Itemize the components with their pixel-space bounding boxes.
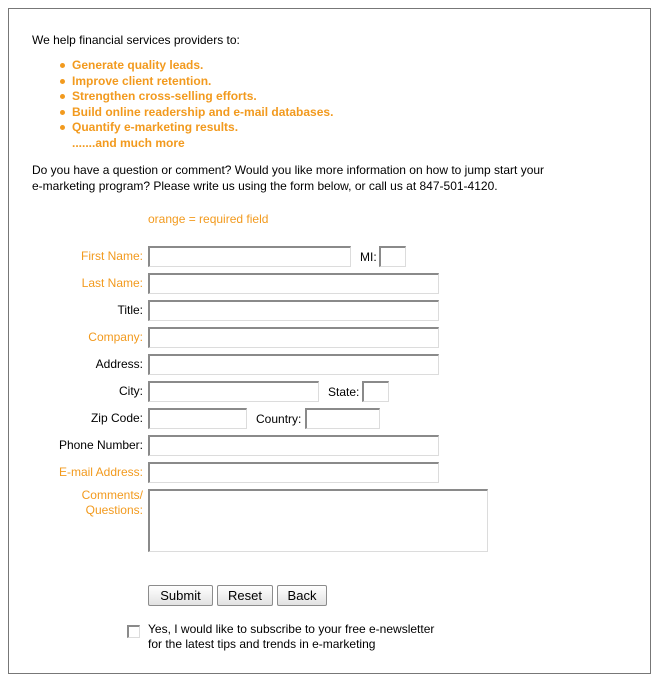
list-item: Build online readership and e-mail databases. [58, 105, 333, 121]
title-label: Title: [117, 303, 143, 317]
list-item: Strengthen cross-selling efforts. [58, 89, 333, 105]
company-input[interactable] [148, 327, 439, 348]
title-input[interactable] [148, 300, 439, 321]
subscribe-line-2: for the latest tips and trends in e-marketing [148, 636, 376, 651]
first-name-label: First Name: [80, 249, 143, 263]
subscribe-text [148, 622, 434, 651]
back-button[interactable]: Back [277, 585, 327, 606]
city-label: City: [119, 384, 143, 398]
and-much-more: .......and much more [72, 136, 185, 150]
required-legend: orange = required field [148, 212, 269, 226]
question-line-1: Do you have a question or comment? Would you like more information on how to jump start your [32, 163, 545, 177]
subscribe-line-1: Yes, I would like to subscribe to your free e-newsletter [148, 622, 435, 636]
state-input[interactable] [362, 381, 389, 402]
mi-input[interactable] [379, 246, 406, 267]
last-name-input[interactable] [148, 273, 439, 294]
submit-button[interactable]: Submit [148, 585, 213, 606]
question-text [32, 163, 592, 194]
comments-label-line-1: Comments/ [81, 488, 143, 502]
country-input[interactable] [305, 408, 380, 429]
email-label: E-mail Address: [58, 465, 143, 479]
city-input[interactable] [148, 381, 319, 402]
first-name-input[interactable] [148, 246, 351, 267]
phone-number-input[interactable] [148, 435, 439, 456]
zip-code-label: Zip Code: [90, 411, 143, 425]
subscribe-checkbox[interactable] [127, 625, 140, 638]
list-item: Improve client retention. [58, 74, 333, 90]
benefits-list [58, 58, 333, 136]
country-label: Country: [256, 412, 302, 426]
mi-label: MI: [360, 250, 377, 264]
reset-button[interactable]: Reset [217, 585, 273, 606]
question-line-2: e-marketing program? Please write us using the form below, or call us at 847-501-4120. [32, 178, 498, 193]
last-name-label: Last Name: [81, 276, 143, 290]
address-label: Address: [95, 357, 143, 371]
email-input[interactable] [148, 462, 439, 483]
intro-text: We help financial services providers to: [32, 33, 240, 47]
company-label: Company: [88, 330, 143, 344]
comments-label [3, 488, 143, 517]
list-item: Quantify e-marketing results. [58, 120, 333, 136]
zip-code-input[interactable] [148, 408, 247, 429]
phone-number-label: Phone Number: [58, 438, 143, 452]
state-label: State: [328, 385, 360, 399]
address-input[interactable] [148, 354, 439, 375]
comments-textarea[interactable] [148, 489, 488, 552]
comments-label-line-2: Questions: [85, 502, 143, 517]
list-item: Generate quality leads. [58, 58, 333, 74]
